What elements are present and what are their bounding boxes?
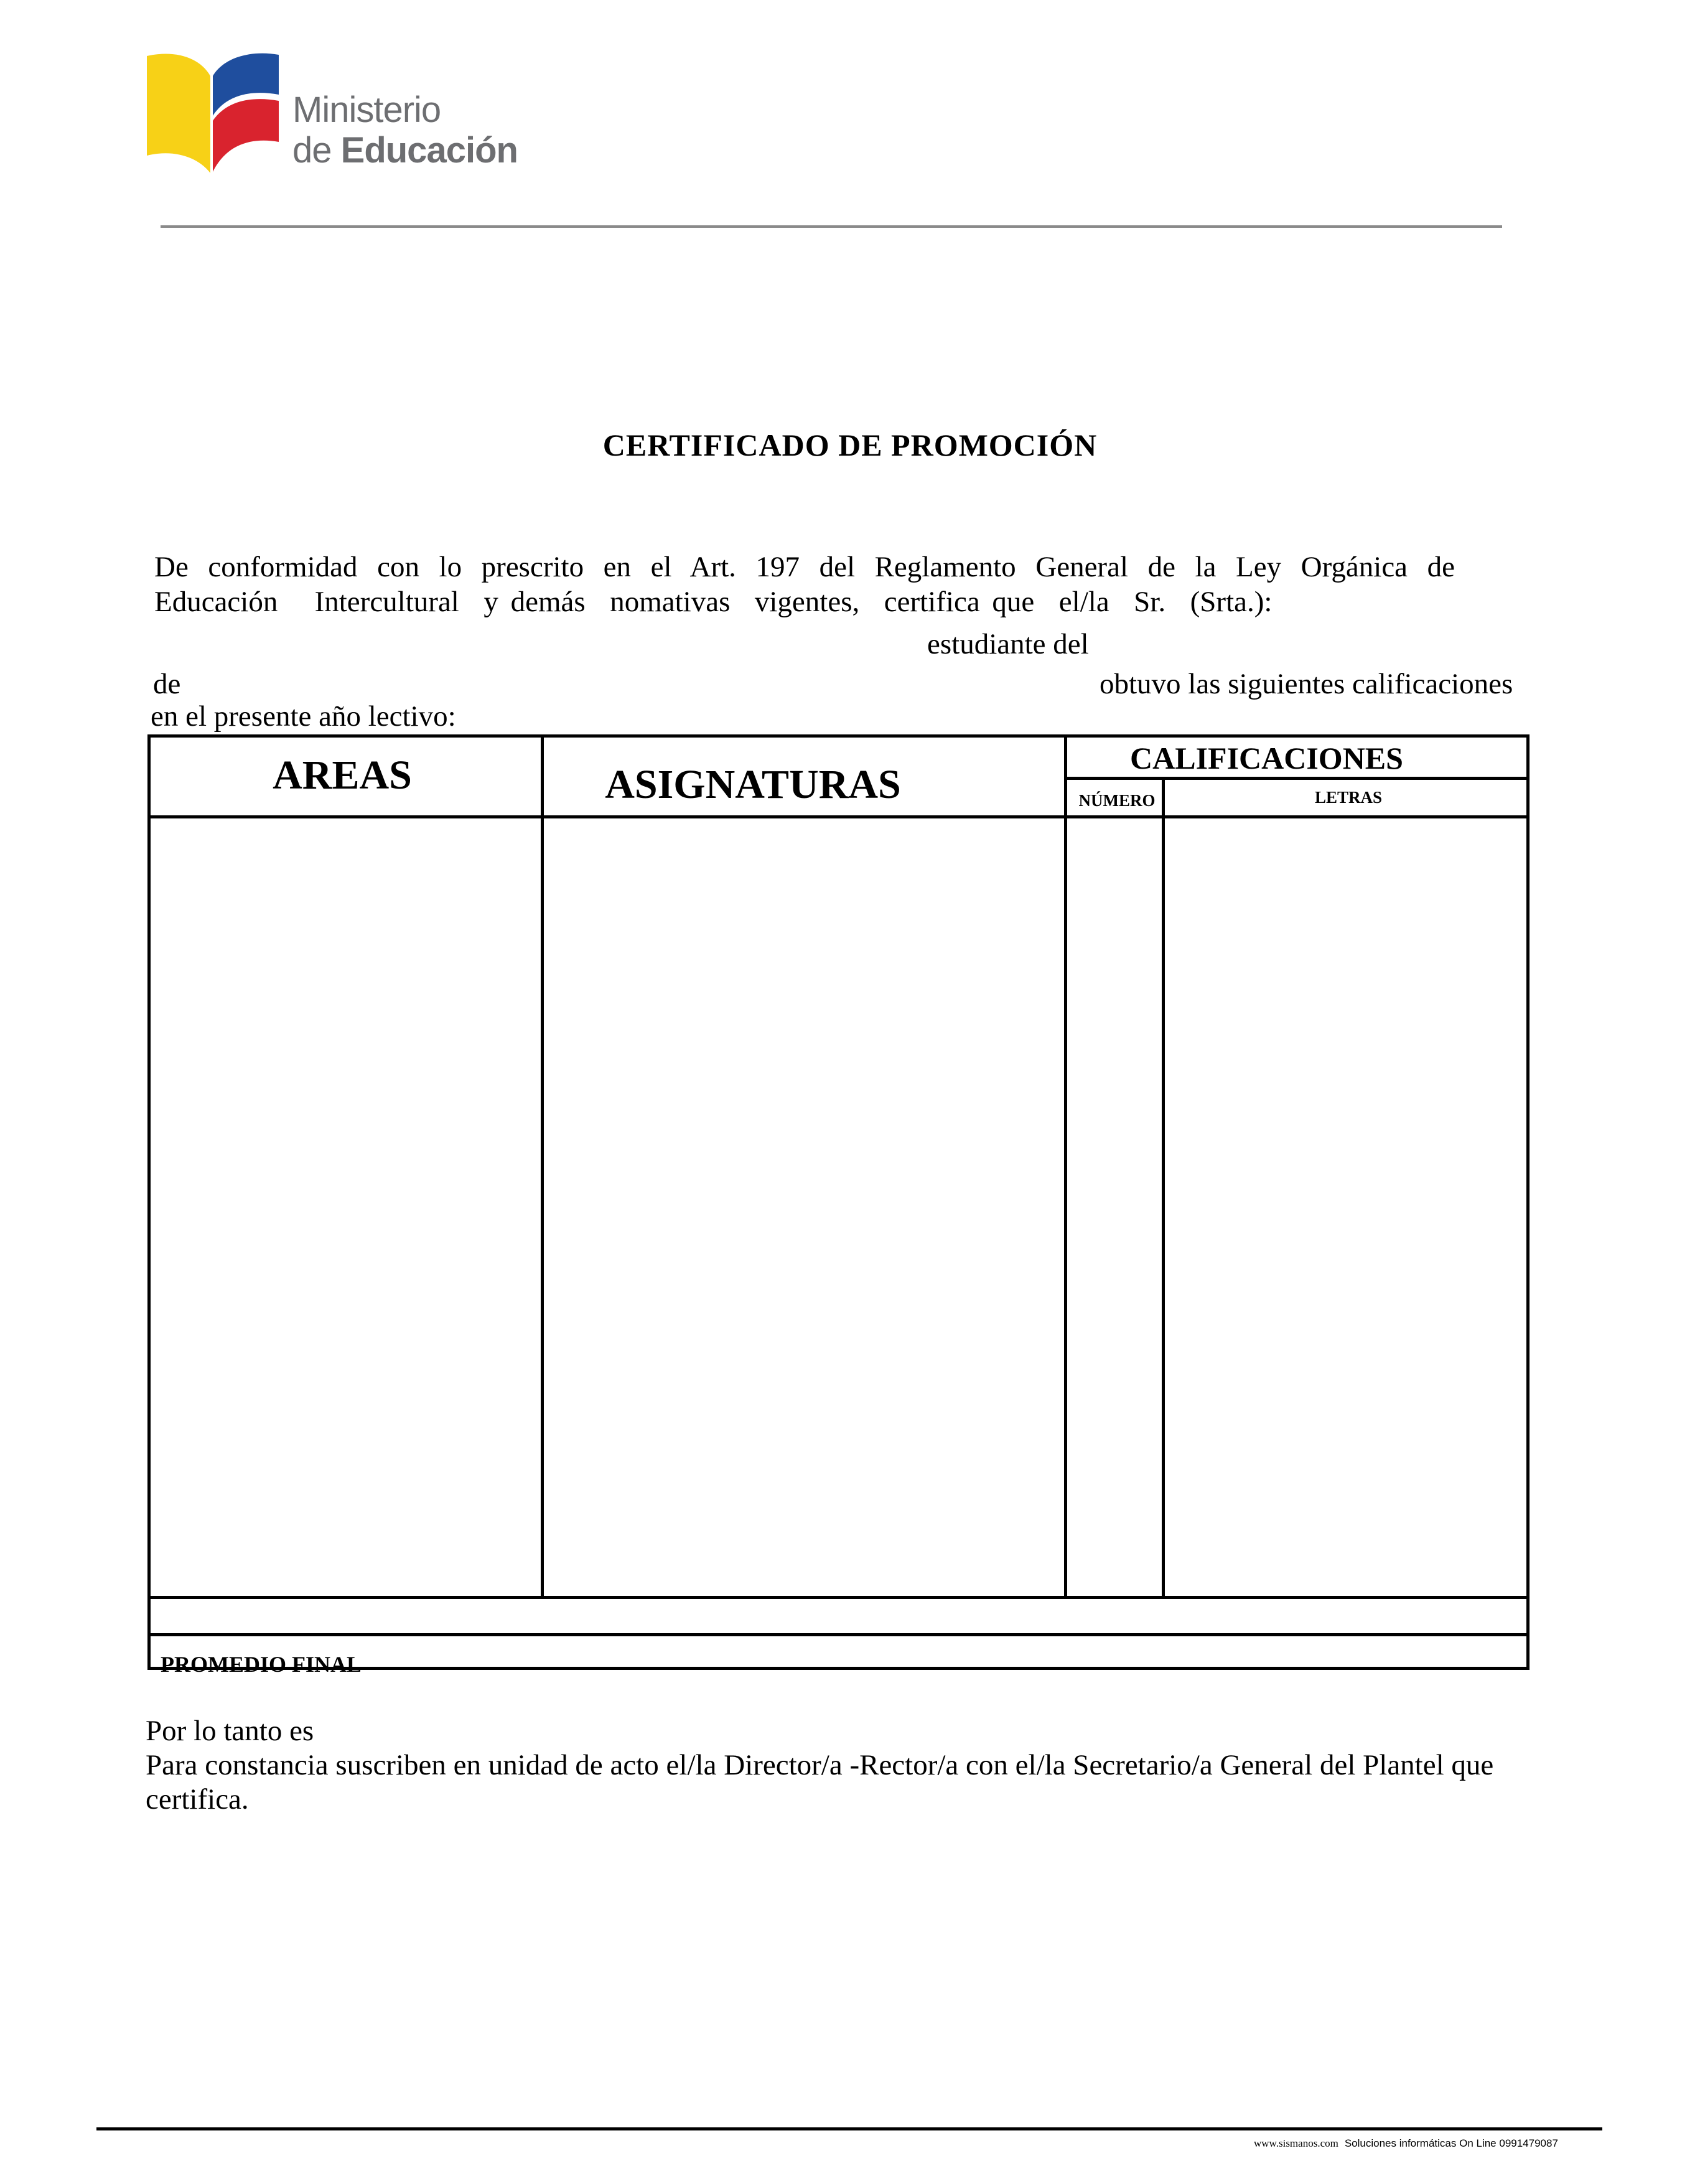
logo-text-de: de — [292, 130, 341, 171]
table-border-left — [147, 734, 151, 1670]
de-label: de — [153, 668, 181, 700]
header-asignaturas: ASIGNATURAS — [605, 762, 901, 807]
table-header-bottom — [147, 815, 1530, 818]
document-title: CERTIFICADO DE PROMOCIÓN — [602, 428, 1098, 462]
school-year-text: en el presente año lectivo: — [151, 700, 456, 733]
constancia-text-line-2: certifica. — [146, 1783, 249, 1816]
header-letras: LETRAS — [1314, 788, 1383, 807]
table-border-top — [147, 734, 1530, 738]
student-of-label: estudiante del — [927, 628, 1089, 660]
table-border-right — [1526, 734, 1530, 1670]
logo-text-educacion-bold: Educación — [340, 130, 518, 171]
intro-text-line-1: De conformidad con lo prescrito en el Art. 197 del Reglamento General de la Ley Orgánica de — [154, 551, 1455, 583]
areas-column-divider — [541, 734, 544, 1599]
intro-text-line-2: Educación Intercultural y demás nomativas vigentes, certifica que el/la Sr. (Srta.): — [154, 586, 1273, 618]
constancia-text-line-1: Para constancia suscriben en unidad de acto el/la Director/a -Rector/a con el/la Secretario/a General del Plantel que — [146, 1749, 1494, 1781]
asignaturas-column-divider — [1064, 734, 1067, 1599]
logo-text-educacion — [292, 130, 518, 171]
logo-text-ministerio: Ministerio — [292, 90, 441, 130]
footer-credit — [1254, 2138, 1558, 2149]
footer-divider — [96, 2127, 1602, 2130]
table-body-bottom — [147, 1596, 1530, 1599]
numero-column-divider — [1162, 778, 1165, 1599]
header-numero: NÚMERO — [1078, 791, 1156, 810]
ministry-logo-mark-icon — [147, 51, 289, 173]
calificaciones-subheader-line — [1065, 777, 1530, 780]
header-divider — [161, 225, 1502, 228]
footer-site: www.sismanos.com — [1254, 2137, 1338, 2149]
grades-obtained-text: obtuvo las siguientes calificaciones — [1100, 668, 1513, 700]
table-blank-row-bottom — [147, 1633, 1530, 1636]
footer-company: Soluciones informáticas On Line 0991479087 — [1344, 2137, 1558, 2149]
promedio-final-label: PROMEDIO FINAL — [161, 1652, 362, 1677]
header-areas: AREAS — [273, 752, 412, 798]
conclusion-text: Por lo tanto es — [146, 1715, 314, 1747]
header-calificaciones: CALIFICACIONES — [1130, 741, 1403, 776]
